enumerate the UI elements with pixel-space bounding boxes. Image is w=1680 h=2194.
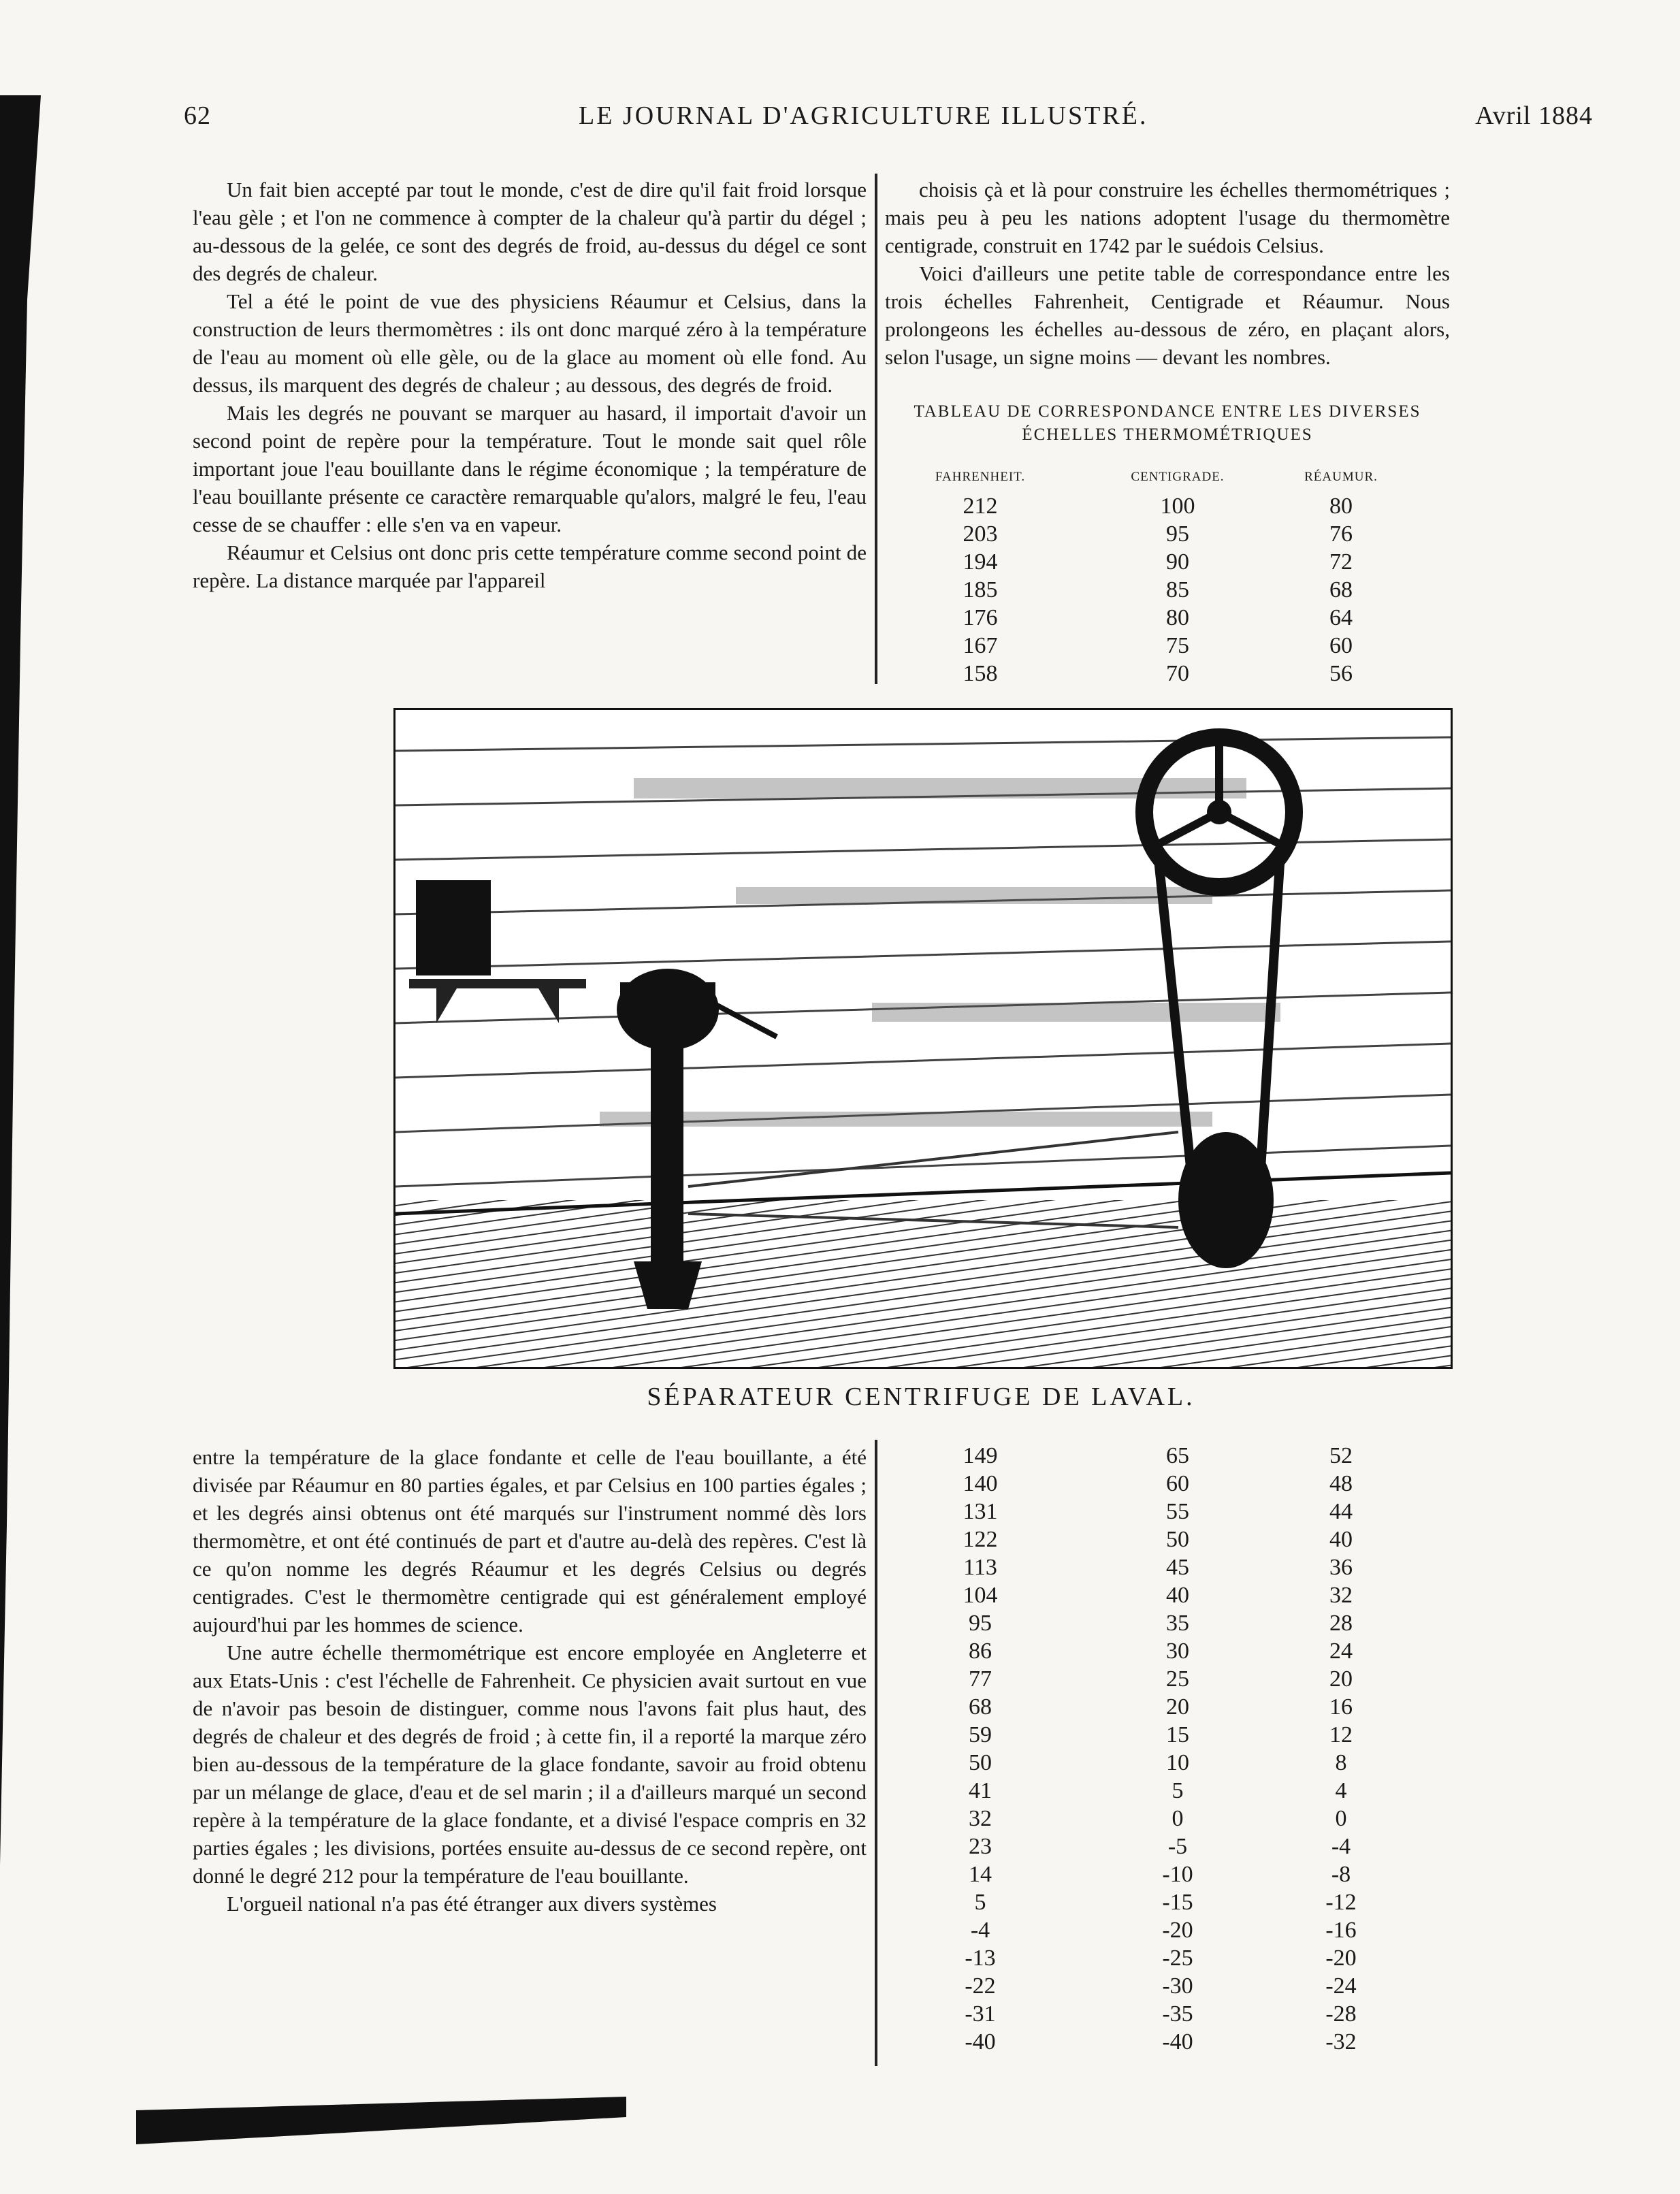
article-column-bottom-left [193, 1443, 867, 1918]
fahrenheit-cell: 50 [969, 1750, 992, 1775]
reaumur-cell: 56 [1329, 661, 1353, 686]
table-body-top [885, 494, 1450, 689]
separator-engraving [393, 708, 1453, 1369]
centigrade-cell: 55 [1166, 1499, 1189, 1524]
centigrade-cell: 95 [1166, 521, 1189, 547]
paragraph: Voici d'ailleurs une petite table de correspondance entre les trois échelles Fahrenheit, Centigrade et Réaumur. Nous prolongeons les échelles au-dessous de zéro, en plaçant alors, selon l'usage, un signe moins — devant les nombres. [885, 261, 1450, 369]
centigrade-cell: 15 [1166, 1722, 1189, 1747]
centigrade-cell: -5 [1167, 1834, 1188, 1859]
reaumur-cell: -4 [1331, 1834, 1351, 1859]
table-row [885, 494, 1450, 521]
paragraph: choisis çà et là pour construire les échelles thermométriques ; mais peu à peu les nations adoptent l'usage du thermomètre centigrade, construit en 1742 par le suédois Celsius. [885, 178, 1450, 257]
table-row [885, 633, 1450, 661]
table-row [885, 1722, 1450, 1750]
fahrenheit-cell: 113 [963, 1555, 997, 1580]
table-row [885, 1918, 1450, 1946]
fahrenheit-cell: 5 [974, 1890, 986, 1915]
table-caption [885, 400, 1450, 447]
table-row [885, 1890, 1450, 1918]
reaumur-cell: 64 [1329, 605, 1353, 630]
centigrade-cell: 45 [1166, 1555, 1189, 1580]
col-header-centigrade: CENTIGRADE. [1131, 470, 1225, 484]
centigrade-cell: 10 [1166, 1750, 1189, 1775]
centigrade-cell: -20 [1162, 1918, 1193, 1943]
fahrenheit-cell: 86 [969, 1639, 992, 1664]
reaumur-cell: 80 [1329, 494, 1353, 519]
fahrenheit-cell: -40 [965, 2029, 996, 2054]
table-row [885, 1499, 1450, 1527]
centigrade-cell: 100 [1160, 494, 1195, 519]
table-row [885, 661, 1450, 689]
col-header-fahrenheit: FAHRENHEIT. [935, 470, 1026, 484]
reaumur-cell: -32 [1325, 2029, 1357, 2054]
page-number: 62 [184, 101, 211, 130]
reaumur-cell: 72 [1329, 549, 1353, 575]
centigrade-cell: 65 [1166, 1443, 1189, 1468]
fahrenheit-cell: 41 [969, 1778, 992, 1803]
fahrenheit-cell: -4 [970, 1918, 990, 1943]
fahrenheit-cell: 95 [969, 1611, 992, 1636]
paragraph: Une autre échelle thermométrique est encore employée en Angleterre et aux Etats-Unis : c'est l'échelle de Fahrenheit. Ce physicien avait surtout en vue de n'avoir pas besoin de distinguer, comme nous l'avons fait plus haut, des degrés de chaleur et des degrés de froid ; à cette fin, il a reporté la marque zéro bien au-dessous de la température de la glace fondante, savoir au froid obtenu par un mélange de glace, d'eau et de sel marin ; il a d'ailleurs marqué un second repère à la température de la glace fondante, et a divisé l'espace compris en 32 parties égales ; les divisions, portées ensuite au-dessus de ce second repère, ont donné le degré 212 pour la température de l'eau bouillante. [193, 1641, 867, 1888]
centigrade-cell: 20 [1166, 1694, 1189, 1720]
table-row [885, 549, 1450, 577]
reaumur-cell: 40 [1329, 1527, 1353, 1552]
centigrade-cell: 0 [1172, 1806, 1184, 1831]
table-row [885, 521, 1450, 549]
table-row [885, 2029, 1450, 2057]
reaumur-cell: 20 [1329, 1666, 1353, 1692]
reaumur-cell: 68 [1329, 577, 1353, 602]
reaumur-cell: 36 [1329, 1555, 1353, 1580]
fahrenheit-cell: -31 [965, 2001, 996, 2027]
centigrade-cell: -35 [1162, 2001, 1193, 2027]
table-row [885, 1694, 1450, 1722]
fahrenheit-cell: 59 [969, 1722, 992, 1747]
fahrenheit-cell: 140 [963, 1471, 998, 1496]
paragraph: Un fait bien accepté par tout le monde, c'est de dire qu'il fait froid lorsque l'eau gèle ; et l'on ne commence à compter de la chaleur qu'à partir du dégel ; au-dessous de la gelée, ce sont des degrés de froid, au-dessus du dégel ce sont des degrés de chaleur. [193, 178, 867, 285]
reaumur-cell: 4 [1335, 1778, 1347, 1803]
centigrade-cell: 75 [1166, 633, 1189, 658]
table-row [885, 1862, 1450, 1890]
centigrade-cell: 35 [1166, 1611, 1189, 1636]
reaumur-cell: 12 [1329, 1722, 1353, 1747]
centigrade-cell: 25 [1166, 1666, 1189, 1692]
fahrenheit-cell: 203 [963, 521, 998, 547]
centigrade-cell: 80 [1166, 605, 1189, 630]
centigrade-cell: 40 [1166, 1583, 1189, 1608]
table-row [885, 1806, 1450, 1834]
reaumur-cell: 8 [1335, 1750, 1347, 1775]
reaumur-cell: -28 [1325, 2001, 1357, 2027]
table-row [885, 605, 1450, 633]
journal-title: LE JOURNAL D'AGRICULTURE ILLUSTRÉ. [579, 101, 1148, 130]
fahrenheit-cell: 158 [963, 661, 998, 686]
fahrenheit-cell: 14 [969, 1862, 992, 1887]
centigrade-cell: -40 [1162, 2029, 1193, 2054]
table-row [885, 1639, 1450, 1666]
reaumur-cell: 32 [1329, 1583, 1353, 1608]
fahrenheit-cell: 185 [963, 577, 998, 602]
reaumur-cell: 0 [1335, 1806, 1347, 1831]
table-row [885, 2001, 1450, 2029]
table-row [885, 1778, 1450, 1806]
column-rule [875, 1440, 877, 2066]
table-row [885, 577, 1450, 605]
reaumur-cell: -24 [1325, 1973, 1357, 1999]
scan-bottom-bar [136, 2097, 626, 2144]
fahrenheit-cell: 104 [963, 1583, 998, 1608]
reaumur-cell: 48 [1329, 1471, 1353, 1496]
reaumur-cell: 16 [1329, 1694, 1353, 1720]
table-row [885, 1834, 1450, 1862]
fahrenheit-cell: 68 [969, 1694, 992, 1720]
centigrade-cell: 30 [1166, 1639, 1189, 1664]
reaumur-cell: 28 [1329, 1611, 1353, 1636]
reaumur-cell: -16 [1325, 1918, 1357, 1943]
fahrenheit-cell: 77 [969, 1666, 992, 1692]
table-row [885, 1666, 1450, 1694]
table-row [885, 1946, 1450, 1973]
paragraph: Réaumur et Celsius ont donc pris cette température comme second point de repère. La distance marquée par l'appareil [193, 541, 867, 592]
reaumur-cell: -8 [1331, 1862, 1351, 1887]
centigrade-cell: 85 [1166, 577, 1189, 602]
table-row [885, 1973, 1450, 2001]
table-row [885, 1555, 1450, 1583]
centigrade-cell: 90 [1166, 549, 1189, 575]
fahrenheit-cell: 23 [969, 1834, 992, 1859]
table-caption-line: TABLEAU DE CORRESPONDANCE ENTRE LES DIVERSES [914, 402, 1421, 421]
fahrenheit-cell: 194 [963, 549, 998, 575]
fahrenheit-cell: 212 [963, 494, 998, 519]
issue-date: Avril 1884 [1475, 101, 1593, 130]
table-row [885, 1750, 1450, 1778]
reaumur-cell: 52 [1329, 1443, 1353, 1468]
reaumur-cell: 60 [1329, 633, 1353, 658]
reaumur-cell: -20 [1325, 1946, 1357, 1971]
fahrenheit-cell: -22 [965, 1973, 996, 1999]
article-column-top-right [885, 176, 1450, 371]
paragraph: Tel a été le point de vue des physiciens Réaumur et Celsius, dans la construction de leurs thermomètres : ils ont donc marqué zéro à la température de l'eau au moment où elle gèle, ou de la glace au moment où elle fond. Au dessus, ils marquent des degrés de chaleur ; au dessous, des degrés de froid. [193, 289, 867, 397]
centigrade-cell: -25 [1162, 1946, 1193, 1971]
column-rule [875, 174, 877, 684]
illustration-caption: SÉPARATEUR CENTRIFUGE DE LAVAL. [647, 1383, 1195, 1411]
centigrade-cell: 70 [1166, 661, 1189, 686]
fahrenheit-cell: 149 [963, 1443, 998, 1468]
fahrenheit-cell: 122 [963, 1527, 998, 1552]
table-row [885, 1611, 1450, 1639]
reaumur-cell: -12 [1325, 1890, 1357, 1915]
centigrade-cell: 60 [1166, 1471, 1189, 1496]
table-body-bottom [885, 1443, 1450, 2057]
table-row [885, 1583, 1450, 1611]
paragraph: L'orgueil national n'a pas été étranger aux divers systèmes [227, 1892, 717, 1916]
table-caption-line: ÉCHELLES THERMOMÉTRIQUES [1022, 425, 1313, 444]
centigrade-cell: 5 [1172, 1778, 1184, 1803]
reaumur-cell: 76 [1329, 521, 1353, 547]
centigrade-cell: -30 [1162, 1973, 1193, 1999]
reaumur-cell: 24 [1329, 1639, 1353, 1664]
paragraph: entre la température de la glace fondante et celle de l'eau bouillante, a été divisée par Réaumur en 80 parties égales, et par Celsius en 100 parties égales ; et les degrés ainsi obtenus ont été marqués sur l'instrument nommé dès lors thermomètre, et ont été continués de part et d'autre au-delà des repères. C'est là ce qu'on nomme les degrés Réaumur et les degrés Celsius ou degrés centigrades. C'est le thermomètre centigrade qui est généralement employé aujourd'hui par les hommes de science. [193, 1445, 867, 1636]
table-row [885, 1527, 1450, 1555]
article-column-top-left [193, 176, 867, 594]
col-header-reaumur: RÉAUMUR. [1304, 470, 1378, 484]
fahrenheit-cell: 167 [963, 633, 998, 658]
table-row [885, 1471, 1450, 1499]
fahrenheit-cell: -13 [965, 1946, 996, 1971]
fahrenheit-cell: 32 [969, 1806, 992, 1831]
centigrade-cell: 50 [1166, 1527, 1189, 1552]
page-header [184, 101, 1593, 142]
fahrenheit-cell: 131 [963, 1499, 998, 1524]
table-row [885, 1443, 1450, 1471]
reaumur-cell: 44 [1329, 1499, 1353, 1524]
centigrade-cell: -15 [1162, 1890, 1193, 1915]
paragraph: Mais les degrés ne pouvant se marquer au hasard, il importait d'avoir un second point de repère pour la température. Tout le monde sait quel rôle important joue l'eau bouillante dans le régime économique ; la température de l'eau bouillante présente ce caractère remarquable qu'alors, malgré le feu, l'eau cesse de se chauffer : elle s'en va en vapeur. [193, 401, 867, 536]
fahrenheit-cell: 176 [963, 605, 998, 630]
scan-edge-shadow [0, 95, 48, 1865]
centigrade-cell: -10 [1162, 1862, 1193, 1887]
